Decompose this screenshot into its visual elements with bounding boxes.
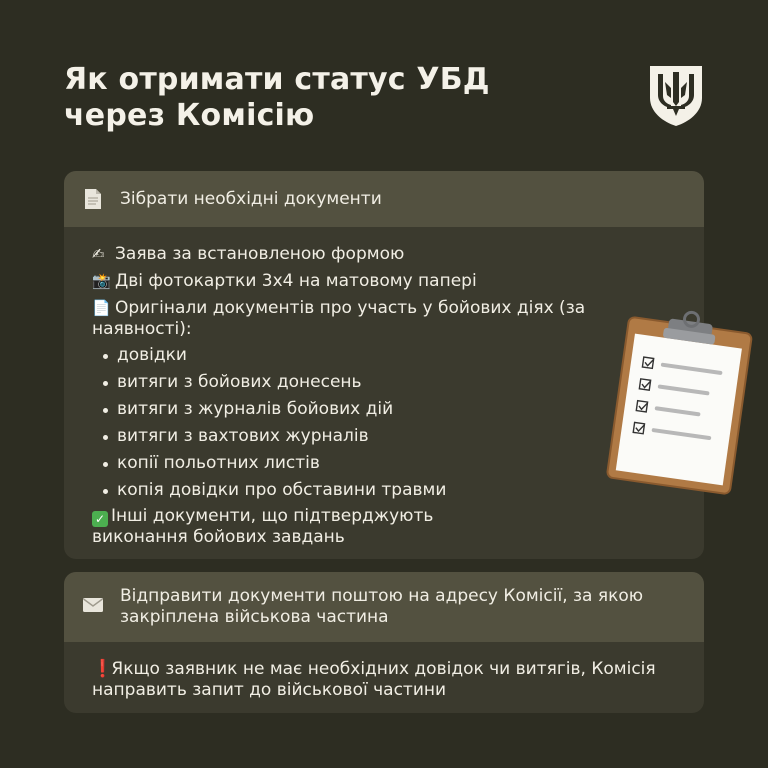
step-collect-documents-header xyxy=(64,171,704,227)
step-send-documents-note xyxy=(64,642,704,701)
list-item-text: Інші документи, що підтверджують виконання бойових завдань xyxy=(92,506,434,547)
step-send-documents-header xyxy=(64,572,704,642)
writing-hand-icon: ✍ xyxy=(92,245,105,263)
ministry-trident-emblem-icon xyxy=(647,62,705,128)
check-icon: ✓ xyxy=(92,511,108,527)
list-item xyxy=(92,268,680,295)
note-text: Якщо заявник не має необхідних довідок чи витягів, Комісія направить запит до військової частини xyxy=(92,659,656,700)
camera-icon: 📸 xyxy=(92,272,111,290)
list-item-text: Дві фотокартки 3х4 на матовому папері xyxy=(115,271,477,291)
document-icon xyxy=(82,188,104,210)
exclamation-icon: ❗ xyxy=(92,659,114,679)
list-item xyxy=(92,506,512,548)
bullet-item: копії польотних листів xyxy=(102,450,680,477)
list-item-text: Оригінали документів про участь у бойових діях (за наявності): xyxy=(92,298,586,339)
evidence-bullet-list xyxy=(92,342,680,504)
bullet-item: витяги з журналів бойових дій xyxy=(102,396,680,423)
clipboard-checklist-icon xyxy=(596,306,756,496)
bullet-item: витяги з вахтових журналів xyxy=(102,423,680,450)
step-collect-documents-title: Зібрати необхідні документи xyxy=(120,188,382,209)
step-send-documents-card xyxy=(64,572,704,713)
document-icon: 📄 xyxy=(92,299,111,317)
title-line-2: через Комісію xyxy=(64,98,315,133)
page-title xyxy=(64,62,490,134)
list-item-text: Заява за встановленою формою xyxy=(115,244,405,264)
title-line-1: Як отримати статус УБД xyxy=(64,62,490,97)
bullet-item: витяги з бойових донесень xyxy=(102,369,680,396)
bullet-item: довідки xyxy=(102,342,680,369)
list-item xyxy=(92,295,612,340)
step-send-documents-title: Відправити документи поштою на адресу Комісії, за якою закріплена військова частина xyxy=(120,586,644,627)
list-item xyxy=(92,241,680,268)
envelope-icon xyxy=(82,596,104,618)
bullet-item: копія довідки про обставини травми xyxy=(102,477,680,504)
